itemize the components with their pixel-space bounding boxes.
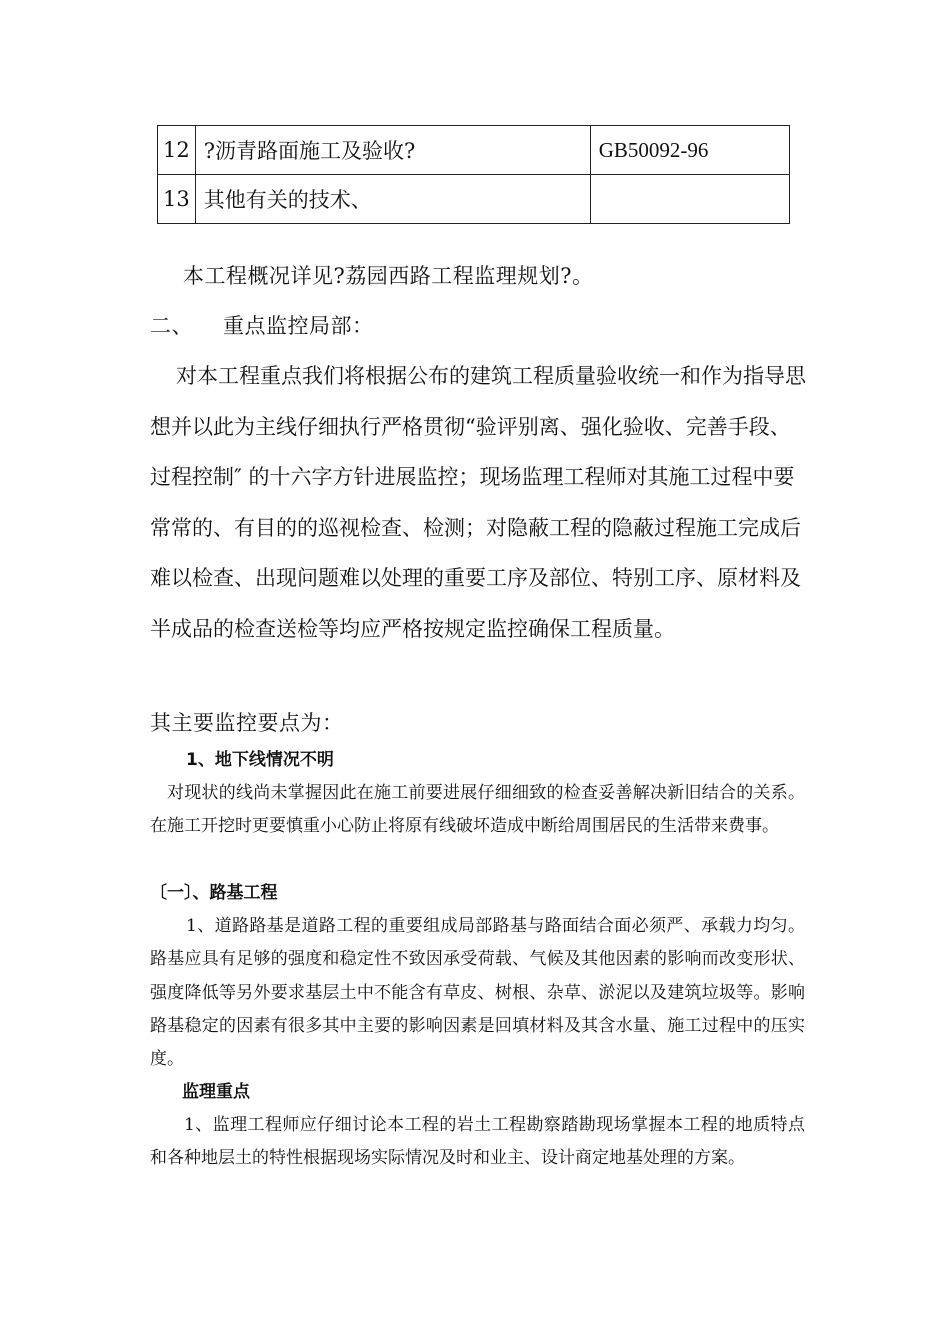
main-paragraph: 对本工程重点我们将根据公布的建筑工程质量验收统一和作为指导思想并以此为主线仔细执行严格贯彻“验评别离、强化验收、完善手段、过程控制″ 的十六字方针进展监控；现场监理工程师对其施工过程中要常常的、有目的的巡视检查、检测；对隐蔽工程的隐蔽过程施工完成后难以检查、出现问题难以处理的重要工序及部位、特别工序、原材料及半成品的检查送检等均应严格按规定监控确保工程质量。	[150, 364, 806, 641]
standards-table	[157, 125, 790, 224]
standard-name: ?沥青路面施工及验收?	[195, 126, 590, 175]
paragraph-underground: 对现状的线尚未掌握因此在施工前要进展仔细细致的检查妥善解决新旧结合的关系。在施工开挖时更要慎重小心防止将原有线破坏造成中断给周围居民的生活带来费事。	[150, 783, 805, 837]
overview-line: 本工程概况详见?荔园西路工程监理规划?。	[183, 264, 594, 288]
standard-code: GB50092-96	[590, 126, 789, 175]
row-number: 13	[158, 175, 196, 224]
section-heading	[150, 301, 374, 351]
table-row	[158, 126, 790, 175]
standard-name: 其他有关的技术、	[195, 175, 590, 224]
subheading-keypoints: 监理重点	[182, 1082, 250, 1102]
paragraph-roadbed: 1、道路路基是道路工程的重要组成局部路基与路面结合面必须严、承载力均匀。路基应具有足够的强度和稳定性不致因承受荷载、气候及其他因素的影响而改变形状、强度降低等另外要求基层土中不能含有草皮、树根、杂草、淤泥以及建筑垃圾等。影响路基稳定的因素有很多其中主要的影响因素是回填材料及其含水量、施工过程中的压实度。	[150, 916, 805, 1070]
subheading-underground: 1、地下线情况不明	[186, 750, 334, 770]
section-number: 二、	[150, 314, 193, 338]
row-number: 12	[158, 126, 196, 175]
paragraph-keypoints: 1、监理工程师应仔细讨论本工程的岩土工程勘察踏勘现场掌握本工程的地质特点和各种地层土的特性根据现场实际情况及时和业主、设计商定地基处理的方案。	[150, 1115, 805, 1169]
standard-code	[590, 175, 789, 224]
points-intro: 其主要监控要点为：	[150, 711, 344, 735]
table-row	[158, 175, 790, 224]
subheading-roadbed: 〔一〕、路基工程	[150, 883, 278, 903]
section-title: 重点监控局部：	[223, 314, 374, 338]
